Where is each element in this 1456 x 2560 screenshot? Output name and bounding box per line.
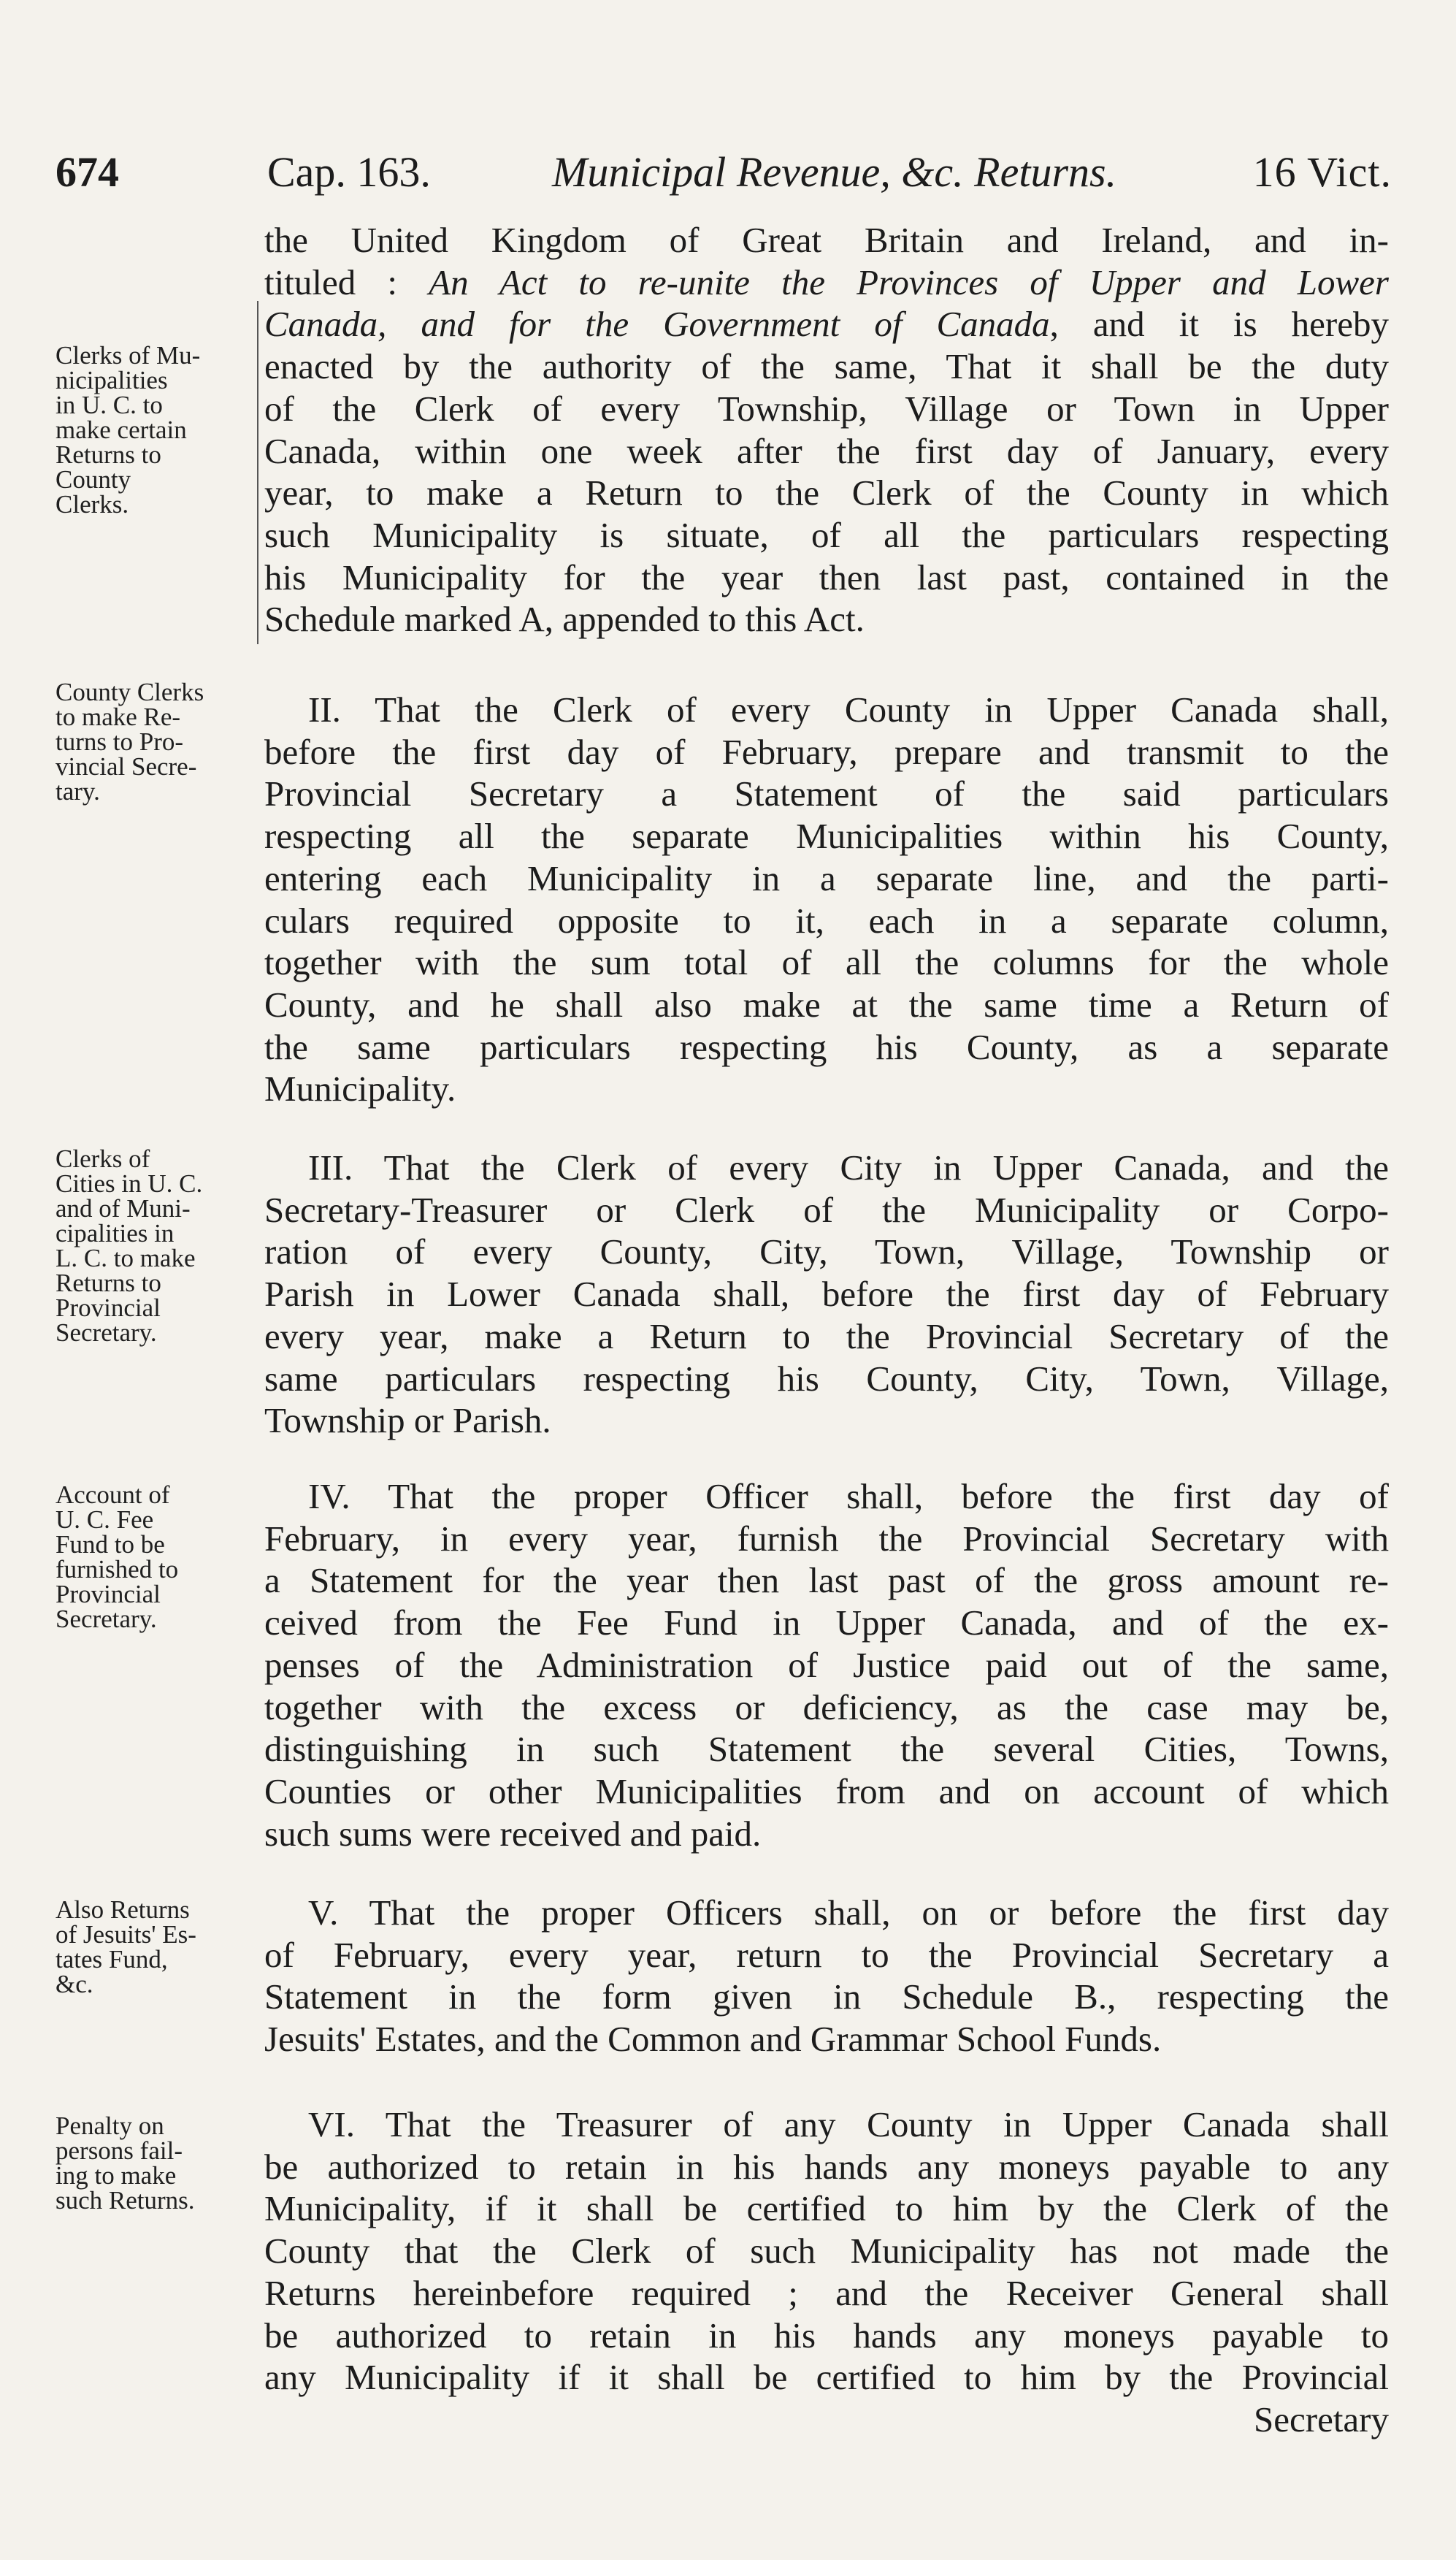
act-title: An Act to re-unite the Provinces of Upper and Lower bbox=[429, 261, 1389, 302]
text-line: Municipality, if it shall be certified to him by the Clerk of the bbox=[264, 2188, 1389, 2229]
text-fragment: II. That the Clerk of every County in Upper Canada shall, bbox=[308, 689, 1389, 730]
text-line: ration of every County, City, Town, Village, Township or bbox=[264, 1231, 1389, 1272]
text-line: County that the Clerk of such Municipality has not made the bbox=[264, 2231, 1389, 2271]
text-line: enacted by the authority of the same, That it shall be the duty bbox=[264, 346, 1389, 387]
section-text bbox=[264, 1147, 1389, 1442]
section-text bbox=[264, 1892, 1389, 2060]
text-line bbox=[264, 1475, 1389, 1518]
text-line: the United Kingdom of Great Britain and Ireland, and in- bbox=[264, 220, 1389, 260]
text-line: together with the excess or deficiency, as the case may be, bbox=[264, 1686, 1389, 1727]
text-fragment: VI. That the Treasurer of any County in Upper Canada shall bbox=[308, 2104, 1389, 2144]
text-line: of the Clerk of every Township, Village or Town in Upper bbox=[264, 388, 1389, 429]
text-line: Canada, within one week after the first day of January, every bbox=[264, 430, 1389, 471]
marginal-note: Penalty on persons fail- ing to make such Returns. bbox=[55, 2112, 195, 2215]
text-fragment: IV. That the proper Officer shall, before the first day of bbox=[308, 1476, 1389, 1516]
marginal-note: Clerks of Mu- nicipalities in U. C. to make certain Returns to County Clerks. bbox=[55, 341, 201, 519]
text-fragment: tituled : bbox=[264, 261, 429, 302]
text-line: Statement in the form given in Schedule B., respecting the bbox=[264, 1976, 1389, 2017]
text-line: County, and he shall also make at the same time a Return of bbox=[264, 984, 1389, 1025]
text-fragment: V. That the proper Officers shall, on or before the first day bbox=[308, 1892, 1389, 1933]
running-header bbox=[55, 143, 1392, 202]
text-line: Secretary-Treasurer or Clerk of the Municipality or Corpo- bbox=[264, 1189, 1389, 1230]
text-line: the same particulars respecting his County, as a separate bbox=[264, 1026, 1389, 1067]
text-line: his Municipality for the year then last past, contained in the bbox=[264, 557, 1389, 597]
text-line bbox=[264, 1147, 1389, 1189]
text-line: together with the sum total of all the columns for the whole bbox=[264, 942, 1389, 983]
text-line bbox=[264, 303, 1389, 345]
page-number: 674 bbox=[55, 148, 119, 196]
text-line: culars required opposite to it, each in a separate column, bbox=[264, 900, 1389, 941]
marginal-note: Clerks of Cities in U. C. and of Muni- cipalities in L. C. to make Returns to Provincial Secretary. bbox=[55, 1145, 203, 1347]
text-line: before the first day of February, prepare and transmit to the bbox=[264, 731, 1389, 772]
section-text bbox=[264, 219, 1389, 641]
text-line: respecting all the separate Municipalities within his County, bbox=[264, 816, 1389, 857]
text-line: Municipality. bbox=[264, 1069, 456, 1109]
text-line bbox=[264, 1892, 1389, 1934]
margin-bracket bbox=[257, 301, 258, 644]
text-line bbox=[264, 2104, 1389, 2146]
text-line: Provincial Secretary a Statement of the said particulars bbox=[264, 773, 1389, 814]
text-line: any Municipality if it shall be certified to him by the Provincial bbox=[264, 2357, 1389, 2398]
section-text bbox=[264, 689, 1389, 1110]
section-text bbox=[264, 2104, 1389, 2441]
text-line: Returns hereinbefore required ; and the Receiver General shall bbox=[264, 2272, 1389, 2313]
marginal-note: Account of U. C. Fee Fund to be furnished to Provincial Secretary. bbox=[55, 1480, 179, 1633]
text-line: distinguishing in such Statement the several Cities, Towns, bbox=[264, 1729, 1389, 1770]
text-line: Schedule marked A, appended to this Act. bbox=[264, 599, 865, 640]
text-line: year, to make a Return to the Clerk of the County in which bbox=[264, 473, 1389, 513]
chapter-number: Cap. 163. bbox=[267, 148, 431, 196]
text-line: February, in every year, furnish the Provincial Secretary with bbox=[264, 1518, 1389, 1559]
act-title: Canada, and for the Government of Canada bbox=[264, 304, 1050, 345]
text-line: Township or Parish. bbox=[264, 1400, 551, 1441]
marginal-note: County Clerks to make Re- turns to Pro- vincial Secre- tary. bbox=[55, 678, 204, 806]
text-line: Counties or other Municipalities from and on account of which bbox=[264, 1770, 1389, 1811]
text-line: every year, make a Return to the Provincial Secretary of the bbox=[264, 1315, 1389, 1356]
text-line: be authorized to retain in his hands any moneys payable to bbox=[264, 2315, 1389, 2355]
regnal-year: 16 Vict. bbox=[1252, 148, 1392, 196]
catchword: Secretary bbox=[1254, 2399, 1389, 2439]
text-line: Parish in Lower Canada shall, before the first day of February bbox=[264, 1274, 1389, 1315]
text-line: Jesuits' Estates, and the Common and Grammar School Funds. bbox=[264, 2019, 1162, 2060]
text-fragment: , and it is hereby bbox=[1049, 304, 1389, 345]
text-line: a Statement for the year then last past of the gross amount re- bbox=[264, 1560, 1389, 1601]
text-line: entering each Municipality in a separate line, and the parti- bbox=[264, 857, 1389, 898]
text-fragment: III. That the Clerk of every City in Upper Canada, and the bbox=[308, 1147, 1389, 1188]
text-line: penses of the Administration of Justice paid out of the same, bbox=[264, 1644, 1389, 1685]
text-line: be authorized to retain in his hands any moneys payable to any bbox=[264, 2146, 1389, 2187]
section-text bbox=[264, 1475, 1389, 1854]
text-line bbox=[264, 689, 1389, 731]
text-line: of February, every year, return to the Provincial Secretary a bbox=[264, 1934, 1389, 1975]
text-line: same particulars respecting his County, City, Town, Village, bbox=[264, 1358, 1389, 1399]
running-title: Municipal Revenue, &c. Returns. bbox=[552, 148, 1117, 196]
marginal-note: Also Returns of Jesuits' Es- tates Fund, &c. bbox=[55, 1895, 196, 1998]
text-line: such sums were received and paid. bbox=[264, 1813, 762, 1854]
text-line: ceived from the Fee Fund in Upper Canada, and of the ex- bbox=[264, 1602, 1389, 1643]
text-line: such Municipality is situate, of all the particulars respecting bbox=[264, 514, 1389, 555]
text-line bbox=[264, 261, 1389, 304]
